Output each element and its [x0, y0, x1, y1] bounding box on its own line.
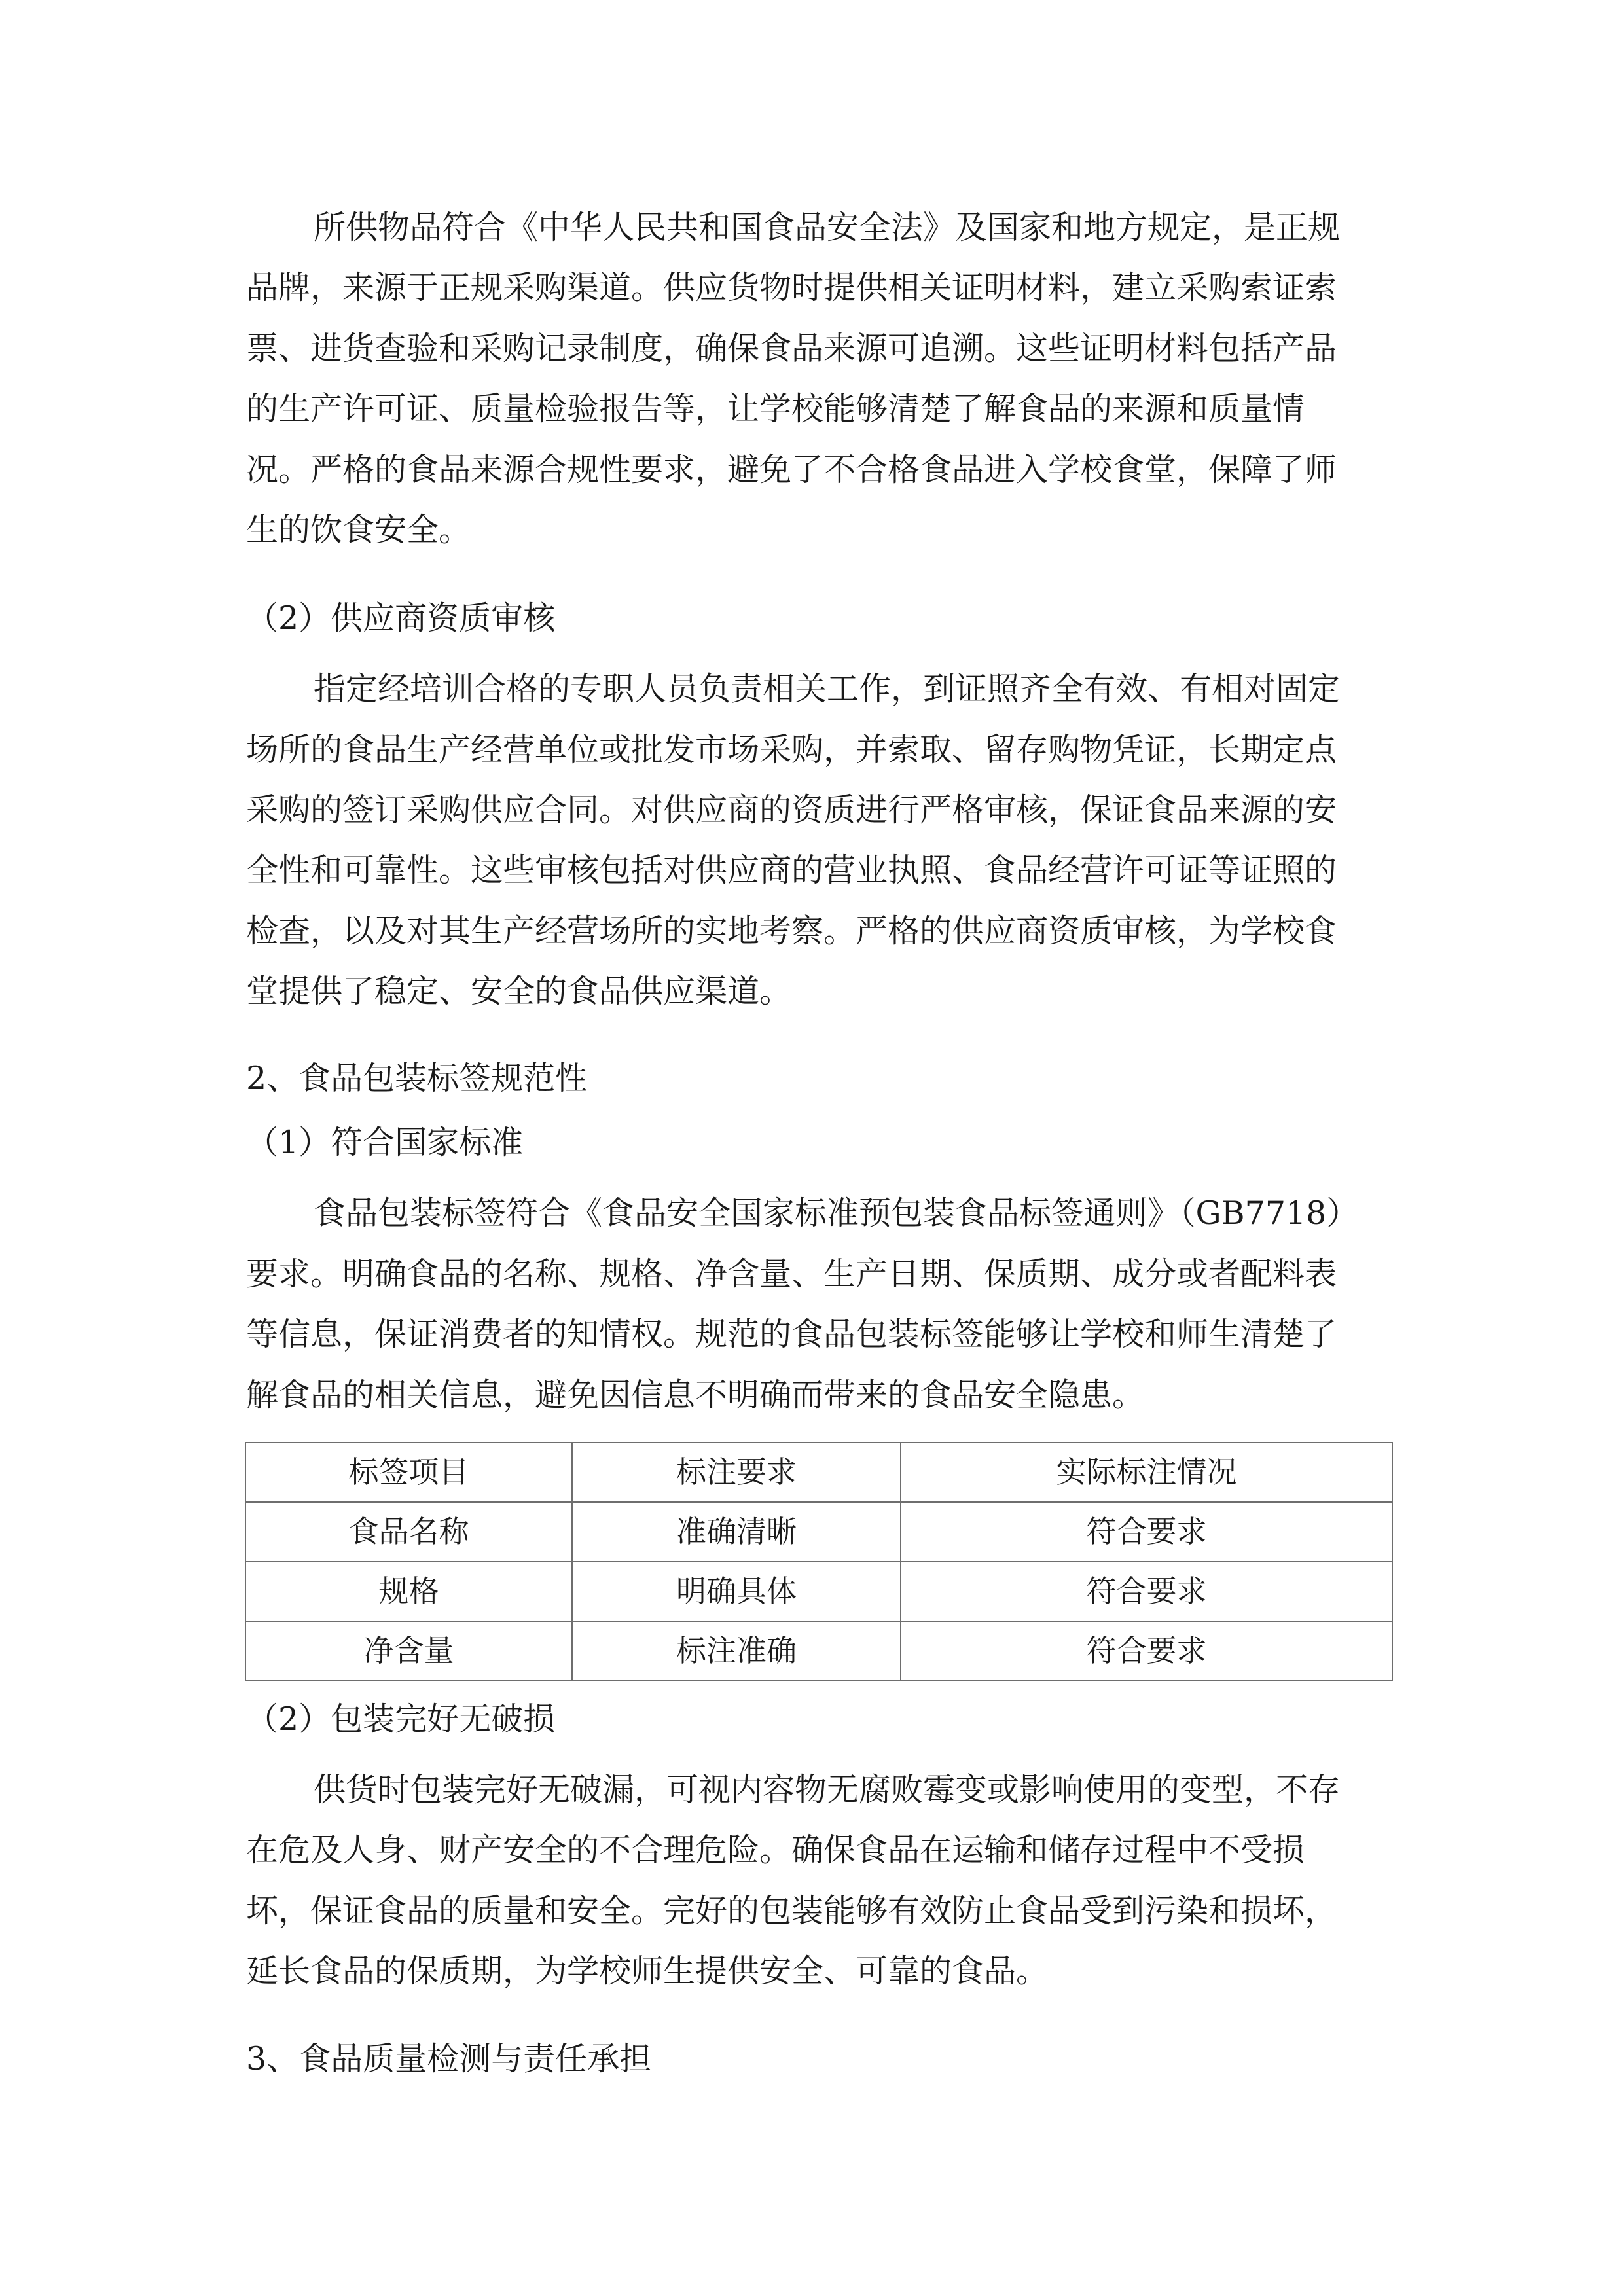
- table-cell: 规格: [245, 1562, 572, 1621]
- table-cell: 净含量: [245, 1621, 572, 1681]
- table-row: [245, 1562, 1392, 1621]
- table-cell: 明确具体: [572, 1562, 901, 1621]
- paragraph-line: 场所的食品生产经营单位或批发市场采购，并索取、留存购物凭证，长期定点: [246, 731, 1337, 768]
- label-spec-table: [245, 1442, 1393, 1681]
- table-row: [245, 1502, 1392, 1562]
- paragraph-line: 检查，以及对其生产经营场所的实地考察。严格的供应商资质审核，为学校食: [246, 912, 1337, 950]
- paragraph-line: 采购的签订采购供应合同。对供应商的资质进行严格审核，保证食品来源的安: [246, 791, 1337, 829]
- paragraph-line: 全性和可靠性。这些审核包括对供应商的营业执照、食品经营许可证等证照的: [246, 852, 1337, 889]
- paragraph-line: 要求。明确食品的名称、规格、净含量、生产日期、保质期、成分或者配料表: [246, 1255, 1337, 1293]
- paragraph-line: 堂提供了稳定、安全的食品供应渠道。: [246, 973, 792, 1010]
- table-cell: 标注准确: [572, 1621, 901, 1681]
- paragraph-line: 供货时包装完好无破漏，可视内容物无腐败霉变或影响使用的变型，不存: [314, 1771, 1341, 1808]
- subheading-packaging-intact: （2）包装完好无破损: [246, 1700, 556, 1738]
- table-header-row: [245, 1443, 1392, 1502]
- subheading-national-standard: （1）符合国家标准: [246, 1124, 524, 1161]
- table-header-cell: 标签项目: [245, 1443, 572, 1502]
- section-heading-3: 3、食品质量检测与责任承担: [246, 2040, 652, 2077]
- table-row: [245, 1621, 1392, 1681]
- paragraph-line: 食品包装标签符合《食品安全国家标准预包装食品标签通则》（GB7718）: [314, 1194, 1359, 1232]
- table-cell: 符合要求: [901, 1562, 1392, 1621]
- table-cell: 符合要求: [901, 1502, 1392, 1562]
- table-cell: 准确清晰: [572, 1502, 901, 1562]
- section-heading-2: 2、食品包装标签规范性: [246, 1060, 588, 1097]
- subheading-supplier-qualification: （2）供应商资质审核: [246, 600, 556, 637]
- paragraph-line: 的生产许可证、质量检验报告等，让学校能够清楚了解食品的来源和质量情: [246, 390, 1305, 427]
- paragraph-line: 等信息，保证消费者的知情权。规范的食品包装标签能够让学校和师生清楚了: [246, 1316, 1337, 1353]
- paragraph-line: 品牌，来源于正规采购渠道。供应货物时提供相关证明材料，建立采购索证索: [246, 269, 1337, 306]
- paragraph-line: 在危及人身、财产安全的不合理危险。确保食品在运输和储存过程中不受损: [246, 1831, 1305, 1869]
- paragraph-line: 所供物品符合《中华人民共和国食品安全法》及国家和地方规定，是正规: [314, 209, 1341, 246]
- paragraph-line: 解食品的相关信息，避免因信息不明确而带来的食品安全隐患。: [246, 1376, 1145, 1414]
- paragraph-line: 延长食品的保质期，为学校师生提供安全、可靠的食品。: [246, 1952, 1049, 1990]
- paragraph-line: 生的饮食安全。: [246, 511, 471, 548]
- paragraph-line: 票、进货查验和采购记录制度，确保食品来源可追溯。这些证明材料包括产品: [246, 330, 1337, 367]
- paragraph-line: 坏，保证食品的质量和安全。完好的包装能够有效防止食品受到污染和损坏，: [246, 1892, 1337, 1929]
- table-cell: 食品名称: [245, 1502, 572, 1562]
- table-header-cell: 标注要求: [572, 1443, 901, 1502]
- paragraph-line: 指定经培训合格的专职人员负责相关工作，到证照齐全有效、有相对固定: [314, 670, 1341, 708]
- paragraph-line: 况。严格的食品来源合规性要求，避免了不合格食品进入学校食堂，保障了师: [246, 451, 1337, 488]
- table-header-cell: 实际标注情况: [901, 1443, 1392, 1502]
- table-cell: 符合要求: [901, 1621, 1392, 1681]
